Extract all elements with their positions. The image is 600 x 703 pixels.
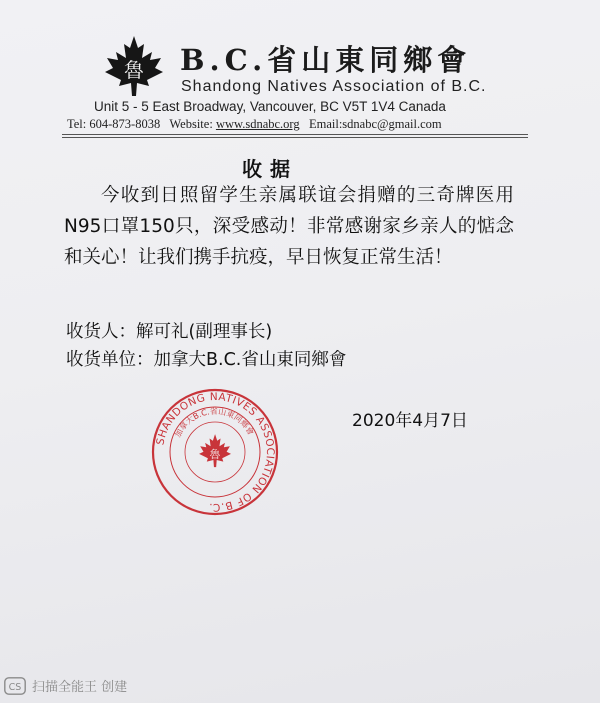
receipt-date: 2020年4月7日 bbox=[352, 411, 468, 431]
unit-name: 加拿大B.C.省山東同鄉會 bbox=[153, 350, 347, 370]
email: Email:sdnabc@gmail.com bbox=[308, 117, 442, 131]
seal-outer-text: SHANDONG NATIVES ASSOCIATION OF B.C. bbox=[154, 390, 277, 514]
seal-center-char: 魯 bbox=[209, 448, 221, 461]
org-name-chinese: B.C.省山東同鄉會 bbox=[180, 43, 472, 77]
contact-line bbox=[67, 117, 442, 132]
official-seal-stamp bbox=[150, 387, 280, 517]
tel: Tel: 604-873-8038 bbox=[67, 117, 161, 131]
receipt-title: 收据 bbox=[242, 157, 298, 181]
watermark-text: 扫描全能王 创建 bbox=[32, 680, 128, 695]
receiver-name: 解可礼(副理事长) bbox=[136, 322, 273, 342]
logo-char: 魯 bbox=[124, 58, 144, 82]
seal-inner-text: 加拿大B.C.省山東同鄉會 bbox=[173, 406, 256, 439]
maple-leaf-logo-icon bbox=[103, 34, 165, 98]
scanner-watermark bbox=[4, 676, 127, 695]
website-label: Website: bbox=[169, 117, 213, 131]
svg-text:CS: CS bbox=[8, 681, 22, 693]
receiver-label: 收货人： bbox=[66, 322, 136, 342]
receipt-body: 今收到日照留学生亲属联谊会捐赠的三奇牌医用N95口罩150只，深受感动！非常感谢家乡亲人的惦念和关心！让我们携手抗疫，早日恢复正常生活！ bbox=[64, 185, 514, 268]
receiver-field bbox=[66, 318, 272, 343]
org-address: Unit 5 - 5 East Broadway, Vancouver, BC V5T 1V4 Canada bbox=[94, 99, 446, 114]
header-divider-2 bbox=[62, 137, 528, 138]
camscanner-icon bbox=[4, 677, 26, 695]
org-name-english: Shandong Natives Association of B.C. bbox=[181, 78, 487, 95]
unit-label: 收货单位： bbox=[66, 350, 154, 370]
receiving-unit-field bbox=[66, 346, 346, 371]
header-divider bbox=[62, 134, 528, 135]
website-link[interactable]: www.sdnabc.org bbox=[215, 117, 300, 131]
